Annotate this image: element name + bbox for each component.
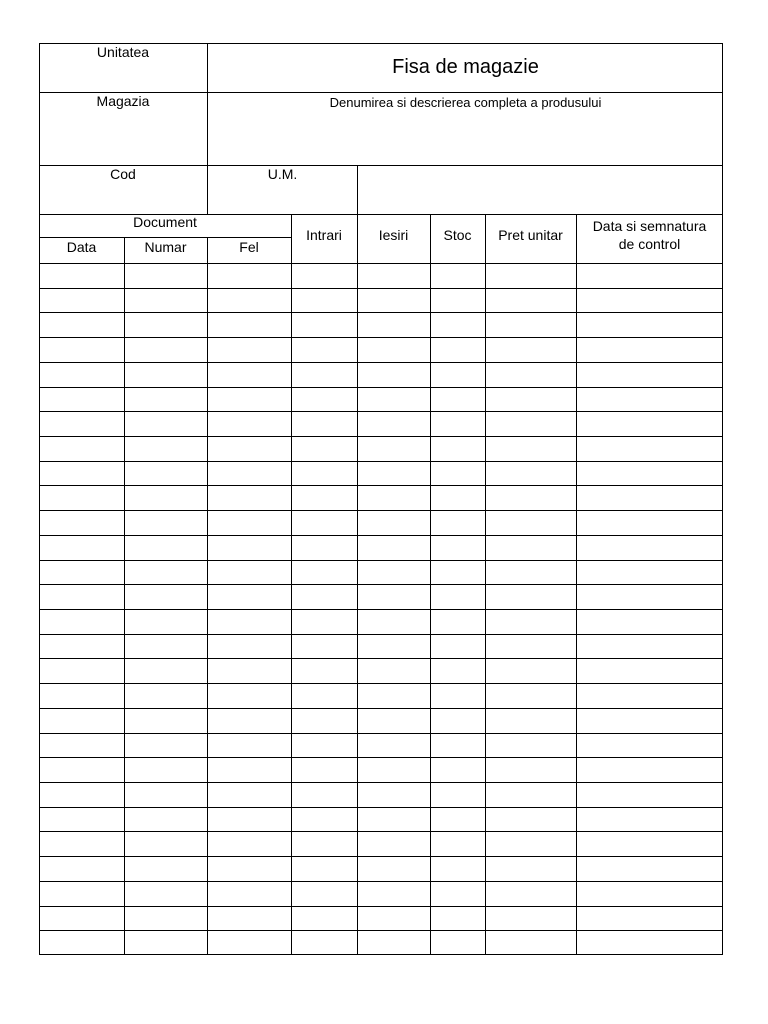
table-row-divider — [39, 733, 723, 734]
document-subrule — [39, 237, 291, 238]
col-line-numar-fel — [207, 237, 208, 955]
um-divider — [357, 165, 358, 214]
table-row-divider — [39, 930, 723, 931]
table-row-divider — [39, 560, 723, 561]
table-row-divider — [39, 634, 723, 635]
cod-label: Cod — [110, 166, 136, 182]
form-title: Fisa de magazie — [392, 56, 539, 78]
table-row-divider — [39, 362, 723, 363]
table-row-divider — [39, 312, 723, 313]
document-group-label: Document — [133, 214, 197, 230]
table-row-divider — [39, 906, 723, 907]
table-row-divider — [39, 807, 723, 808]
table-row-divider — [39, 411, 723, 412]
table-row-divider — [39, 387, 723, 388]
unitatea-label: Unitatea — [96, 44, 150, 60]
table-row-divider — [39, 881, 723, 882]
col-fel-header: Fel — [239, 239, 259, 255]
table-header-rule — [39, 263, 723, 264]
table-row-divider — [39, 288, 723, 289]
table-row-divider — [39, 609, 723, 610]
table-row-divider — [39, 510, 723, 511]
stock-card-form — [39, 43, 723, 955]
table-row-divider — [39, 436, 723, 437]
table-row-divider — [39, 757, 723, 758]
table-row-divider — [39, 584, 723, 585]
col-numar-header: Numar — [144, 239, 187, 255]
col-control-header-line2: de control — [618, 236, 681, 252]
table-row-divider — [39, 831, 723, 832]
magazia-label: Magazia — [96, 93, 150, 109]
col-line-data-numar — [124, 237, 125, 955]
col-iesiri-header: Iesiri — [378, 227, 409, 243]
col-pret-unitar-header: Pret unitar — [498, 227, 563, 243]
table-row-divider — [39, 337, 723, 338]
col-intrari-header: Intrari — [306, 227, 342, 243]
table-row-divider — [39, 658, 723, 659]
um-label: U.M. — [267, 166, 298, 182]
table-row-divider — [39, 461, 723, 462]
table-row-divider — [39, 683, 723, 684]
col-control-header-line1: Data si semnatura — [592, 218, 707, 234]
product-description-label: Denumirea si descrierea completa a produsului — [329, 95, 602, 110]
table-row-divider — [39, 782, 723, 783]
table-row-divider — [39, 708, 723, 709]
table-row-divider — [39, 535, 723, 536]
table-row-divider — [39, 856, 723, 857]
table-row-divider — [39, 485, 723, 486]
col-stoc-header: Stoc — [443, 227, 472, 243]
col-data-header: Data — [66, 239, 97, 255]
